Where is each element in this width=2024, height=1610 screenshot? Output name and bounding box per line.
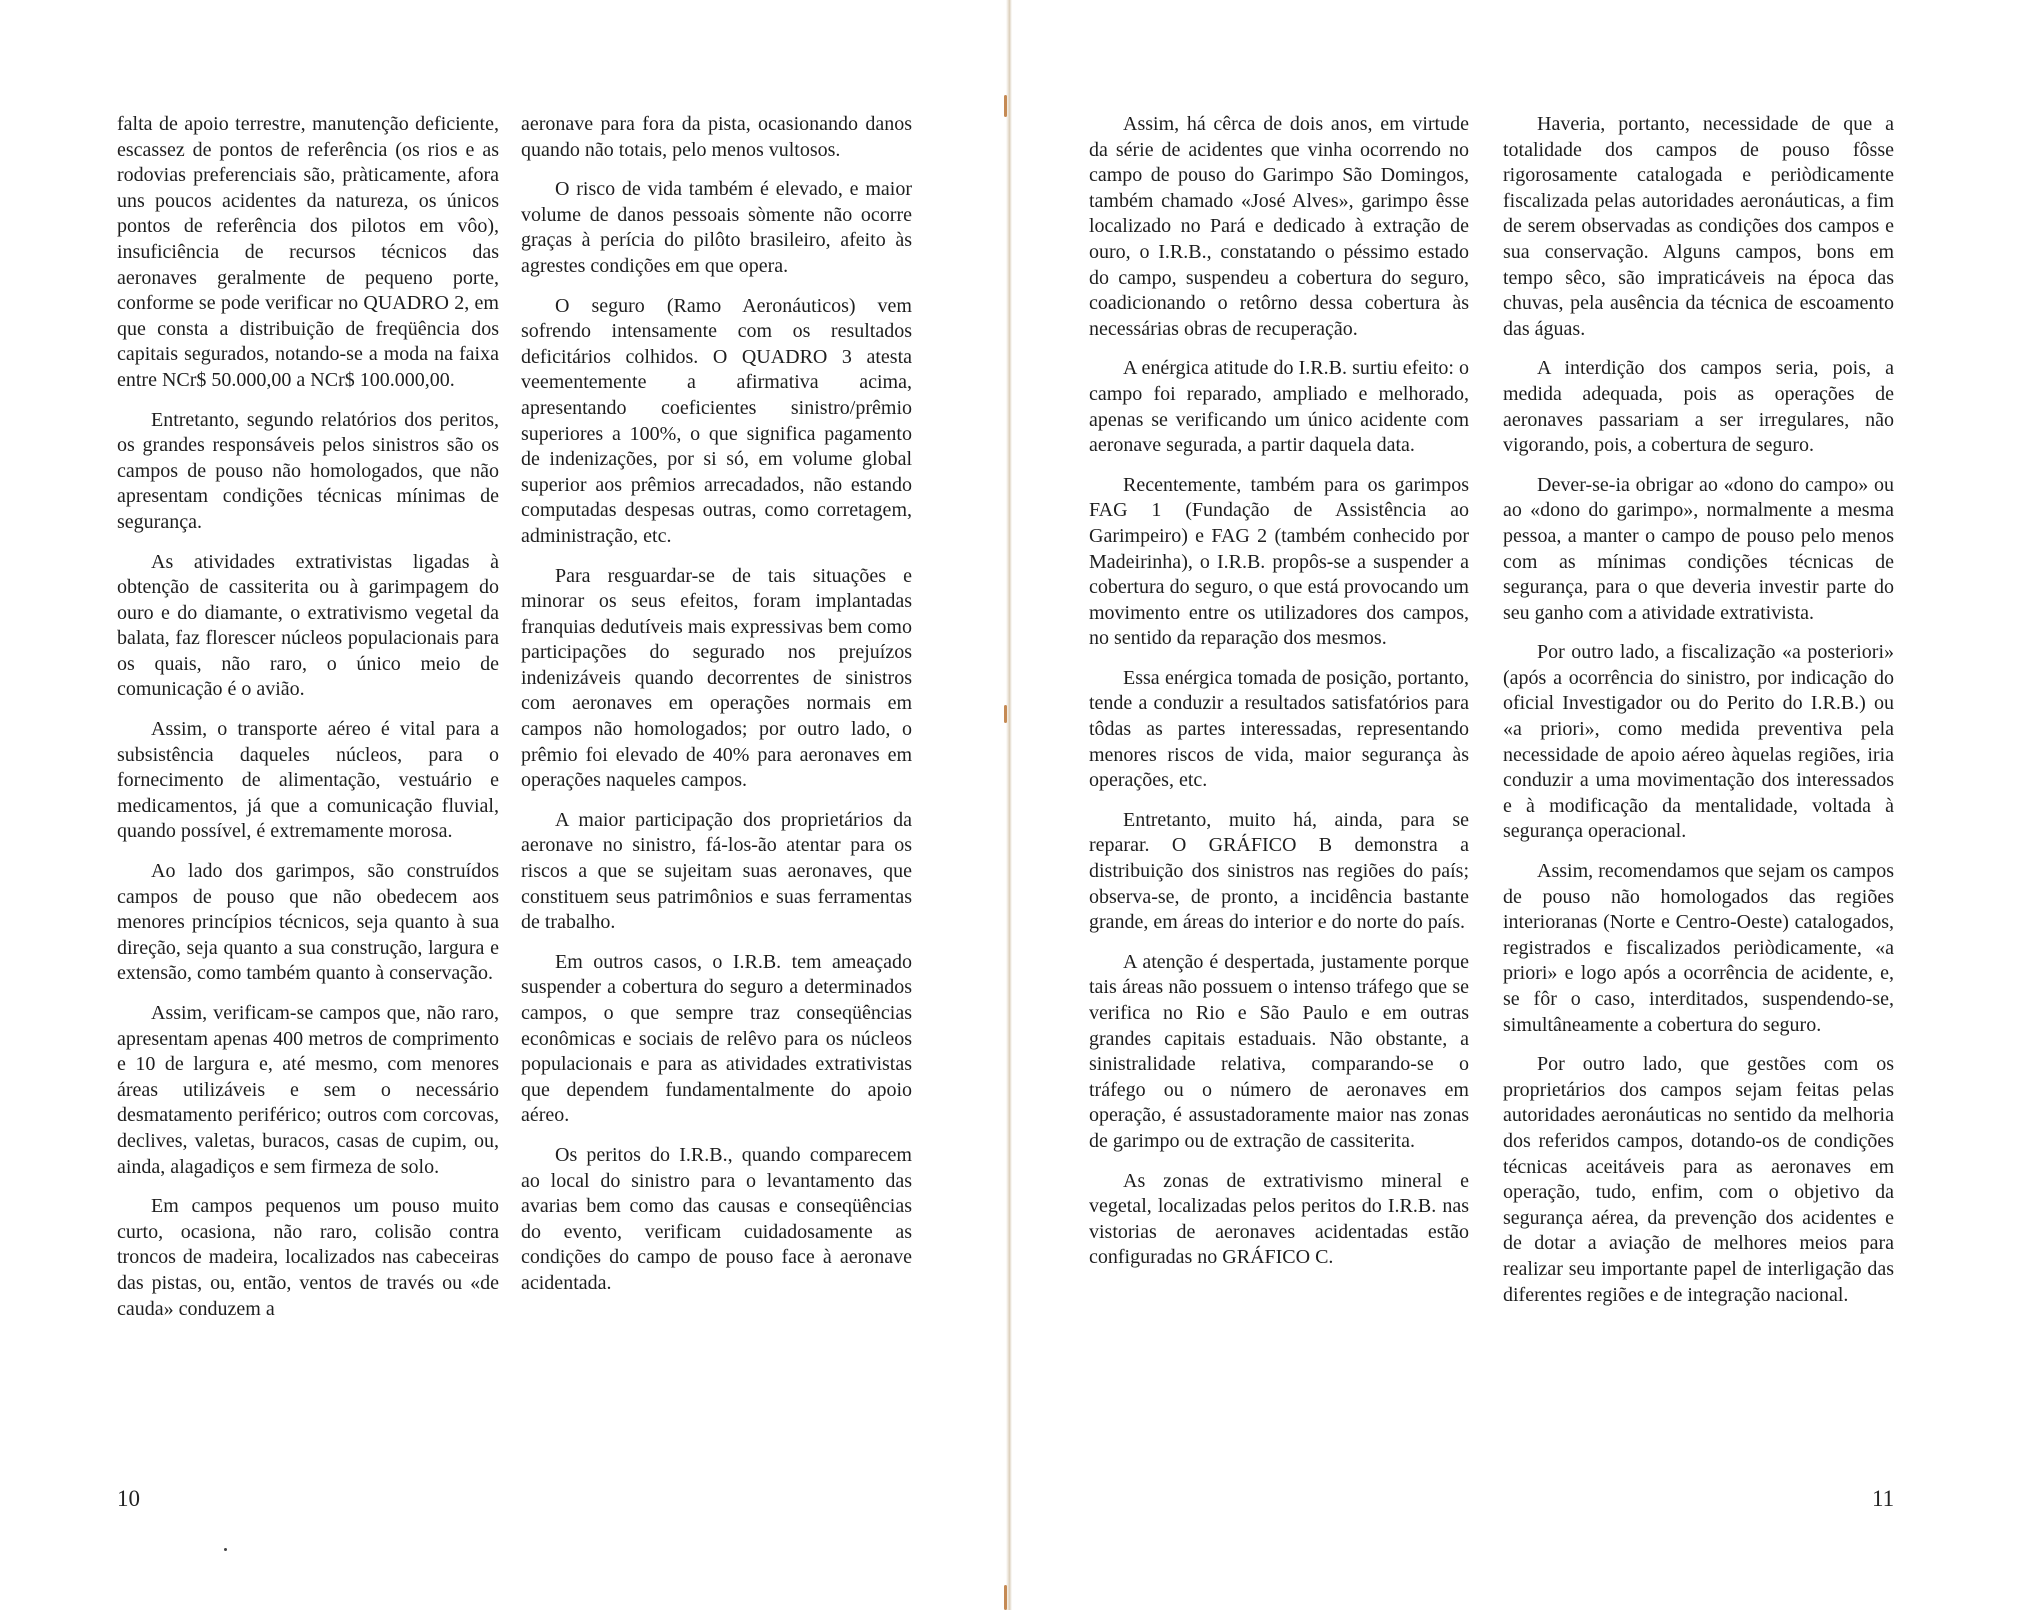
- left-page-column-2: [521, 112, 912, 1311]
- paragraph: Para resguardar-se de tais situações e minorar os seus efeitos, foram implantadas franquias dedutíveis mais expressivas bem como participações do segurado nos prejuízos indenizáveis quando decorrentes de sinistros com aeronaves em operações normais em campos não homologados; por outro lado, o prêmio foi elevado de 40% para aeronaves em operações naqueles campos.: [521, 564, 912, 792]
- left-page: [0, 0, 1010, 1610]
- print-speck: [224, 1548, 227, 1551]
- paragraph: Recentemente, também para os garimpos FAG 1 (Fundação de Assistência ao Garimpeiro) e FAG 2 (também conhecido por Madeirinha), o I.R.B. propôs-se a suspender a cobertura do seguro, o que está provocando um movimento entre os utilizadores dos campos, no sentido da reparação dos mesmos.: [1089, 473, 1469, 650]
- right-page-column-1: [1089, 112, 1469, 1285]
- paragraph: Assim, verificam-se campos que, não raro, apresentam apenas 400 metros de comprimento e 10 de largura e, até mesmo, com menores áreas utilizáveis e sem o necessário desmatamento periférico; outros com corcovas, declives, valetas, buracos, casas de cupim, ou, ainda, alagadiços e sem firmeza de solo.: [117, 1002, 499, 1178]
- paragraph: Assim, recomendamos que sejam os campos de pouso não homologados das regiões interioranas (Norte e Centro-Oeste) catalogados, registrados e fiscalizados periòdicamente, «a priori» e logo após a ocorrência de acidente, e, se fôr o caso, interditados, suspendendo-se, simultâneamente a cobertura do seguro.: [1503, 860, 1894, 1036]
- paragraph: Entretanto, muito há, ainda, para se reparar. O GRÁFICO B demonstra a distribuição dos sinistros nas regiões do país; observa-se, de pronto, a incidência bastante grande, em áreas do interior e do norte do país.: [1089, 808, 1469, 934]
- paragraph: Em outros casos, o I.R.B. tem ameaçado suspender a cobertura do seguro a determinados campos, o que sempre traz conseqüências econômicas e sociais de relêvo para os núcleos populacionais e para as atividades extrativistas que dependem fundamentalmente do apoio aéreo.: [521, 950, 912, 1127]
- paragraph: Em campos pequenos um pouso muito curto, ocasiona, não raro, colisão contra troncos de madeira, localizados nas cabeceiras das pistas, ou, então, ventos de través ou «de cauda» conduzem a: [117, 1195, 499, 1320]
- paragraph: Assim, há cêrca de dois anos, em virtude da série de acidentes que vinha ocorrendo no campo de pouso do Garimpo São Domingos, também chamado «José Alves», garimpo êsse localizado no Pará e dedicado à extração de ouro, o I.R.B., constatando o péssimo estado do campo, suspendeu a cobertura do seguro, coadicionando o retôrno dessa cobertura às necessárias obras de recuperação.: [1089, 113, 1469, 340]
- paragraph: aeronave para fora da pista, ocasionando danos quando não totais, pelo menos vultosos.: [521, 113, 912, 161]
- left-page-column-1: [117, 112, 499, 1336]
- paragraph: Ao lado dos garimpos, são construídos campos de pouso que não obedecem aos menores princípios técnicos, seja quanto à sua direção, seja quanto a sua construção, largura e extensão, como também quanto à conservação.: [117, 860, 499, 985]
- paragraph: Os peritos do I.R.B., quando comparecem ao local do sinistro para o levantamento das avarias bem como das causas e conseqüências do evento, verificam cuidadosamente as condições do campo de pouso face à aeronave acidentada.: [521, 1143, 912, 1294]
- paragraph: Dever-se-ia obrigar ao «dono do campo» ou ao «dono do garimpo», normalmente a mesma pessoa, a manter o campo de pouso pelo menos com as mínimas condições técnicas de segurança, para o que deveria investir parte do seu ganho com a atividade extrativista.: [1503, 473, 1894, 624]
- paragraph: falta de apoio terrestre, manutenção deficiente, escassez de pontos de referência (os rios e as rodovias preferenciais são, pràticamente, afora uns poucos acidentes da natureza, os únicos pontos de referência dos pilotos em vôo), insuficiência de recursos técnicos das aeronaves geralmente de pequeno porte, conforme se pode verificar no QUADRO 2, em que consta a distribuição de freqüência dos capitais segurados, notando-se a moda na faixa entre NCr$ 50.000,00 a NCr$ 100.000,00.: [117, 113, 499, 391]
- paragraph: As atividades extrativistas ligadas à obtenção de cassiterita ou à garimpagem do ouro e do diamante, o extrativismo vegetal da balata, faz florescer núcleos populacionais para os quais, não raro, o único meio de comunicação é o avião.: [117, 550, 499, 701]
- paragraph: Haveria, portanto, necessidade de que a totalidade dos campos de pouso fôsse rigorosamente catalogada e periòdicamente fiscalizada pelas autoridades aeronáuticas, a fim de serem observadas as condições dos campos e sua conservação. Alguns campos, bons em tempo sêco, são impraticáveis na época das chuvas, pela ausência da técnica de escoamento das águas.: [1503, 113, 1894, 340]
- paragraph: Assim, o transporte aéreo é vital para a subsistência daqueles núcleos, para o fornecimento de alimentação, vestuário e medicamentos, já que a comunicação fluvial, quando possível, é extremamente morosa.: [117, 718, 499, 843]
- paragraph: A enérgica atitude do I.R.B. surtiu efeito: o campo foi reparado, ampliado e melhorado, apenas se verificando um único acidente com aeronave segurada, a partir daquela data.: [1089, 357, 1469, 457]
- paragraph: Essa enérgica tomada de posição, portanto, tende a conduzir a resultados satisfatórios para tôdas as partes interessadas, representando menores riscos de vida, maior segurança às operações, etc.: [1089, 666, 1469, 792]
- paragraph: O seguro (Ramo Aeronáuticos) vem sofrendo intensamente com os resultados deficitários colhidos. O QUADRO 3 atesta veementemente a afirmativa acima, apresentando coeficientes sinistro/prêmio superiores a 100%, o que significa pagamento de indenizações, por si só, em volume global superior aos prêmios arrecadados, não estando computadas despesas outras, como corretagem, administração, etc.: [521, 294, 912, 547]
- page-number: 10: [117, 1486, 140, 1511]
- paragraph: A interdição dos campos seria, pois, a medida adequada, pois as operações de aeronaves passariam a ser irregulares, não vigorando, pois, a cobertura de seguro.: [1503, 357, 1894, 457]
- paragraph: A atenção é despertada, justamente porque tais áreas não possuem o intenso tráfego que se verifica no Rio e São Paulo e em outras grandes capitais estaduais. Não obstante, a sinistralidade relativa, comparando-se o tráfego ou o número de aeronaves em operação, é assustadoramente maior nas zonas de garimpo ou de extração de cassiterita.: [1089, 950, 1469, 1152]
- gutter-mark: [1004, 1585, 1007, 1610]
- paragraph: As zonas de extrativismo mineral e vegetal, localizadas pelos peritos do I.R.B. nas vistorias de aeronaves acidentadas estão configuradas no GRÁFICO C.: [1089, 1169, 1469, 1269]
- paragraph: Entretanto, segundo relatórios dos peritos, os grandes responsáveis pelos sinistros são os campos de pouso não homologados, que não apresentam condições técnicas mínimas de segurança.: [117, 408, 499, 533]
- paragraph: Por outro lado, que gestões com os proprietários dos campos sejam feitas pelas autoridades aeronáuticas no sentido da melhoria dos referidos campos, dotando-os de condições técnicas aceitáveis para as aeronaves em operação, tudo, enfim, com o objetivo da segurança aérea, da prevenção dos acidentes e de dotar a aviação de melhores meios para realizar seu importante papel de interligação das diferentes regiões e de integração nacional.: [1503, 1053, 1894, 1306]
- paragraph: Por outro lado, a fiscalização «a posteriori» (após a ocorrência do sinistro, por indicação do oficial Investigador ou do Perito do I.R.B.) ou «a priori», como medida preventiva pela necessidade de apoio aéreo àquelas regiões, iria conduzir a uma movimentação dos interessados e à modificação da mentalidade, voltada à segurança operacional.: [1503, 641, 1894, 843]
- page-number: 11: [1872, 1486, 1895, 1511]
- right-page-column-2: [1503, 112, 1894, 1322]
- gutter-mark: [1004, 705, 1007, 723]
- paragraph: A maior participação dos proprietários da aeronave no sinistro, fá-los-ão atentar para os riscos a que se sujeitam suas aeronaves, que constituem seus patrimônios e suas ferramentas de trabalho.: [521, 808, 912, 934]
- paragraph: O risco de vida também é elevado, e maior volume de danos pessoais sòmente não ocorre graças à perícia do pilôto brasileiro, afeito às agrestes condições em que opera.: [521, 178, 912, 277]
- gutter-mark: [1004, 95, 1007, 117]
